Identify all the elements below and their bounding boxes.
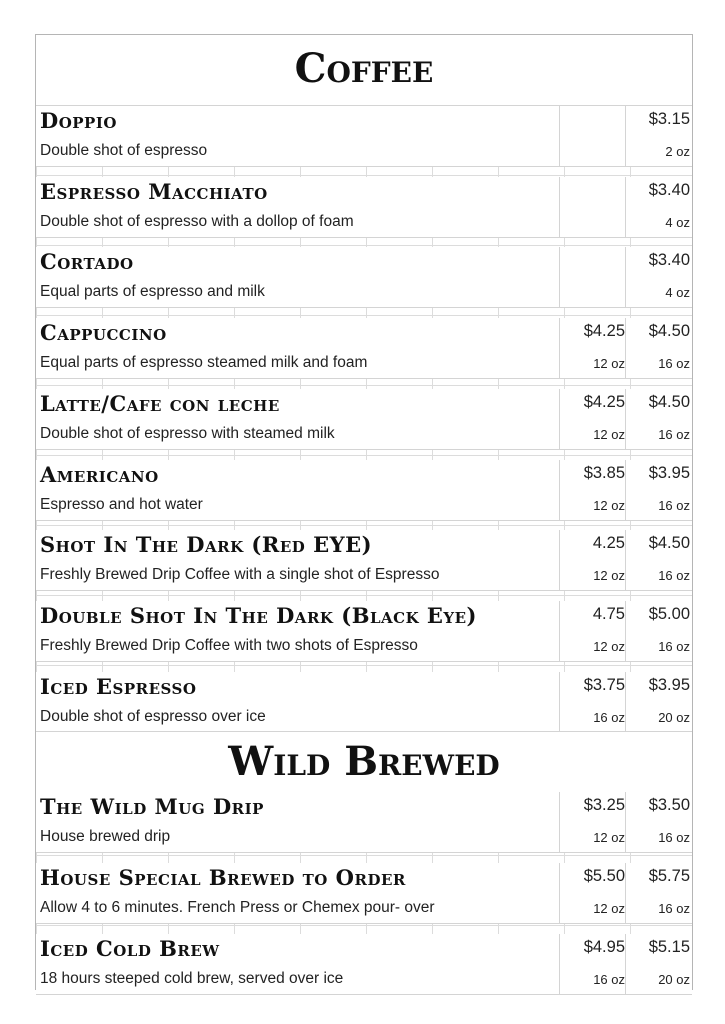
price-large: $5.75 bbox=[648, 867, 690, 885]
price-large: $3.50 bbox=[648, 796, 690, 814]
column-divider bbox=[559, 964, 560, 994]
item-name: Shot In The Dark (Red EYE) bbox=[40, 532, 373, 558]
column-divider bbox=[559, 631, 560, 661]
item-description-row bbox=[36, 419, 692, 450]
item-name-row bbox=[36, 792, 692, 823]
size-large: 16 oz bbox=[658, 638, 690, 654]
item-name-row bbox=[36, 601, 692, 632]
item-name-row bbox=[36, 247, 692, 278]
menu-item bbox=[36, 530, 692, 590]
price-small: $4.25 bbox=[583, 392, 625, 411]
price-large: $3.95 bbox=[648, 463, 690, 482]
menu-item bbox=[36, 318, 692, 378]
item-description: Double shot of espresso with a dollop of foam bbox=[40, 212, 354, 230]
size-large: 16 oz bbox=[658, 497, 690, 513]
item-description-row bbox=[36, 822, 692, 853]
menu-item bbox=[36, 601, 692, 661]
item-description: House brewed drip bbox=[40, 828, 171, 845]
column-divider bbox=[559, 318, 560, 348]
item-name: Latte/Cafe con leche bbox=[40, 390, 280, 416]
column-divider bbox=[559, 530, 560, 560]
item-name: The Wild Mug Drip bbox=[40, 794, 264, 819]
size-small: 12 oz bbox=[593, 638, 625, 654]
size-small: 16 oz bbox=[593, 709, 625, 725]
column-divider bbox=[559, 177, 560, 207]
column-divider bbox=[559, 863, 560, 893]
menu-item bbox=[36, 460, 692, 520]
size-small: 12 oz bbox=[593, 568, 625, 584]
price-small: 4.75 bbox=[592, 604, 625, 623]
item-description-row bbox=[36, 631, 692, 662]
size-large: 16 oz bbox=[658, 901, 690, 916]
item-description: Freshly Brewed Drip Coffee with a single shot of Espresso bbox=[40, 566, 440, 584]
price-large: $4.50 bbox=[648, 322, 690, 341]
price-small: 4.25 bbox=[592, 534, 625, 553]
menu-item bbox=[36, 934, 692, 994]
item-name-row bbox=[36, 460, 692, 491]
item-description-row bbox=[36, 490, 692, 521]
column-divider bbox=[559, 893, 560, 923]
item-description-row bbox=[36, 348, 692, 379]
price-large: $3.95 bbox=[648, 675, 690, 694]
item-name: Iced Espresso bbox=[40, 673, 197, 699]
size-small: 12 oz bbox=[593, 497, 625, 513]
menu-item bbox=[36, 863, 692, 923]
size-small: 16 oz bbox=[593, 972, 625, 987]
column-divider bbox=[559, 792, 560, 822]
size-large: 2 oz bbox=[665, 144, 690, 159]
item-description-row bbox=[36, 277, 692, 308]
menu-item bbox=[36, 177, 692, 237]
item-description-row bbox=[36, 964, 692, 995]
size-small: 12 oz bbox=[593, 356, 625, 372]
column-divider bbox=[559, 277, 560, 307]
price-large: $5.15 bbox=[648, 938, 690, 956]
price-large: $5.00 bbox=[648, 604, 690, 623]
item-description: Double shot of espresso bbox=[40, 142, 208, 159]
item-name: Americano bbox=[40, 461, 159, 487]
item-name: Cortado bbox=[40, 249, 134, 275]
item-description: Double shot of espresso with steamed milk bbox=[40, 424, 335, 442]
price-small: $4.95 bbox=[583, 938, 625, 956]
item-description-row bbox=[36, 702, 692, 733]
price-large: $3.40 bbox=[648, 251, 690, 270]
column-divider bbox=[559, 490, 560, 520]
item-name: Espresso Macchiato bbox=[40, 178, 268, 204]
menu-item bbox=[36, 389, 692, 449]
column-divider bbox=[559, 601, 560, 631]
item-description: 18 hours steeped cold brew, served over ice bbox=[40, 970, 344, 987]
column-divider bbox=[559, 389, 560, 419]
item-name-row bbox=[36, 934, 692, 965]
item-description: Espresso and hot water bbox=[40, 495, 203, 513]
menu-item bbox=[36, 106, 692, 166]
column-divider bbox=[559, 106, 560, 136]
size-large: 4 oz bbox=[665, 285, 690, 301]
column-divider bbox=[559, 207, 560, 237]
item-name-row bbox=[36, 389, 692, 420]
price-small: $4.25 bbox=[583, 322, 625, 341]
item-name-row bbox=[36, 318, 692, 349]
menu-item bbox=[36, 247, 692, 307]
price-small: $3.85 bbox=[583, 463, 625, 482]
item-name-row bbox=[36, 530, 692, 561]
size-small: 12 oz bbox=[593, 426, 625, 442]
item-name: House Special Brewed to Order bbox=[40, 865, 406, 890]
item-description: Equal parts of espresso steamed milk and foam bbox=[40, 354, 368, 372]
item-name-row bbox=[36, 672, 692, 703]
menu-item bbox=[36, 672, 692, 732]
column-divider bbox=[559, 136, 560, 166]
item-description-row bbox=[36, 136, 692, 167]
item-name-row bbox=[36, 863, 692, 894]
item-description-row bbox=[36, 560, 692, 591]
item-description: Equal parts of espresso and milk bbox=[40, 283, 265, 301]
column-divider bbox=[559, 702, 560, 732]
column-divider bbox=[559, 934, 560, 964]
size-small: 12 oz bbox=[593, 901, 625, 916]
price-large: $4.50 bbox=[648, 392, 690, 411]
size-large: 16 oz bbox=[658, 568, 690, 584]
size-large: 16 oz bbox=[658, 356, 690, 372]
size-large: 16 oz bbox=[658, 830, 690, 845]
size-large: 20 oz bbox=[658, 972, 690, 987]
price-small: $5.50 bbox=[583, 867, 625, 885]
column-divider bbox=[559, 560, 560, 590]
menu-sheet bbox=[35, 34, 693, 990]
item-name: Doppio bbox=[40, 108, 117, 133]
price-small: $3.25 bbox=[583, 796, 625, 814]
price-large: $4.50 bbox=[648, 534, 690, 553]
size-large: 16 oz bbox=[658, 426, 690, 442]
section-title-wild-brewed: Wild Brewed bbox=[36, 731, 692, 793]
item-name: Iced Cold Brew bbox=[40, 936, 220, 961]
price-small: $3.75 bbox=[583, 675, 625, 694]
item-name: Cappuccino bbox=[40, 320, 167, 346]
size-large: 4 oz bbox=[665, 214, 690, 230]
column-divider bbox=[559, 822, 560, 852]
column-divider bbox=[559, 672, 560, 702]
item-description-row bbox=[36, 893, 692, 924]
item-name-row bbox=[36, 177, 692, 208]
item-description: Freshly Brewed Drip Coffee with two shots of Espresso bbox=[40, 636, 418, 654]
menu-item bbox=[36, 792, 692, 852]
column-divider bbox=[559, 460, 560, 490]
item-name-row bbox=[36, 106, 692, 137]
section-title-coffee: Coffee bbox=[36, 35, 692, 106]
size-small: 12 oz bbox=[593, 830, 625, 845]
column-divider bbox=[559, 419, 560, 449]
size-large: 20 oz bbox=[658, 709, 690, 725]
item-name: Double Shot In The Dark (Black Eye) bbox=[40, 602, 477, 628]
item-description: Allow 4 to 6 minutes. French Press or Chemex pour- over bbox=[40, 899, 435, 916]
item-description: Double shot of espresso over ice bbox=[40, 707, 266, 725]
price-large: $3.40 bbox=[648, 180, 690, 199]
column-divider bbox=[559, 247, 560, 277]
column-divider bbox=[559, 348, 560, 378]
item-description-row bbox=[36, 207, 692, 238]
price-large: $3.15 bbox=[648, 110, 690, 128]
